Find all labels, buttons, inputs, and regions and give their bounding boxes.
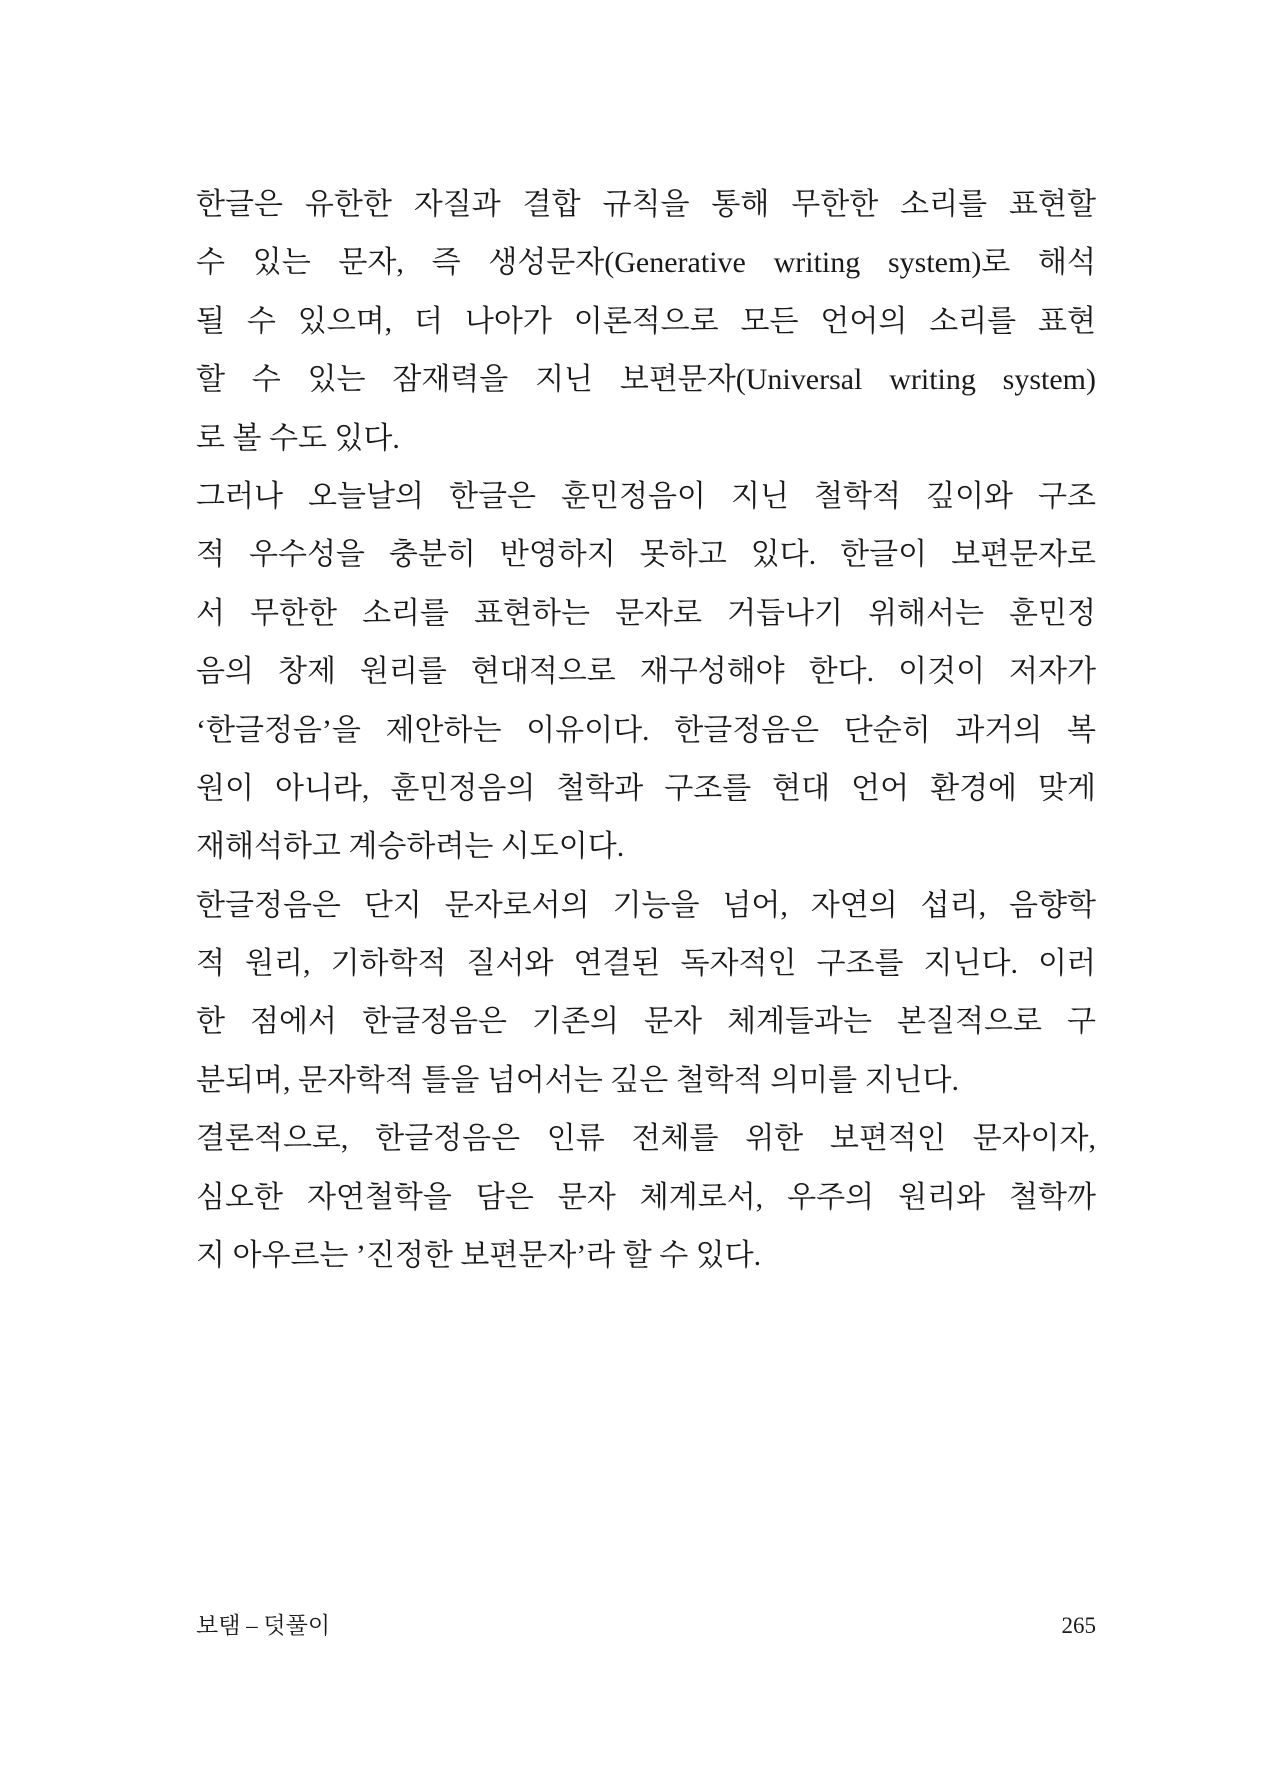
text-line: 될 수 있으며, 더 나아가 이론적으로 모든 언어의 소리를 표현 <box>196 304 1096 338</box>
text-line: 재해석하고 계승하려는 시도이다. <box>196 830 625 864</box>
paragraph-1 <box>196 176 1096 468</box>
text-line: 원이 아니라, 훈민정음의 철학과 구조를 현대 언어 환경에 맞게 <box>196 771 1096 805</box>
text-line: 한 점에서 한글정음은 기존의 문자 체계들과는 본질적으로 구 <box>196 1005 1096 1039</box>
paragraph-4 <box>196 1110 1096 1285</box>
text-line: ‘한글정음’을 제안하는 이유이다. 한글정음은 단순히 과거의 복 <box>196 713 1096 747</box>
page-number: 265 <box>1061 1613 1096 1638</box>
text-line: 적 우수성을 충분히 반영하지 못하고 있다. 한글이 보편문자로 <box>196 538 1096 572</box>
text-line: 수 있는 문자, 즉 생성문자(Generative writing system)로 해석 <box>196 246 1096 280</box>
text-line: 로 볼 수도 있다. <box>196 421 400 455</box>
text-line: 심오한 자연철학을 담은 문자 체계로서, 우주의 원리와 철학까 <box>196 1180 1096 1214</box>
text-line: 음의 창제 원리를 현대적으로 재구성해야 한다. 이것이 저자가 <box>196 655 1096 689</box>
text-line: 결론적으로, 한글정음은 인류 전체를 위한 보편적인 문자이자, <box>196 1122 1096 1156</box>
text-line: 지 아우르는 ’진정한 보편문자’라 할 수 있다. <box>196 1239 762 1273</box>
paragraph-2 <box>196 468 1096 877</box>
text-line: 서 무한한 소리를 표현하는 문자로 거듭나기 위해서는 훈민정 <box>196 596 1096 630</box>
body-text <box>196 176 1096 1285</box>
text-line: 분되며, 문자학적 틀을 넘어서는 깊은 철학적 의미를 지닌다. <box>196 1063 960 1097</box>
page-footer <box>196 1610 1096 1642</box>
text-line: 적 원리, 기하학적 질서와 연결된 독자적인 구조를 지닌다. 이러 <box>196 947 1096 981</box>
text-line: 한글정음은 단지 문자로서의 기능을 넘어, 자연의 섭리, 음향학 <box>196 888 1096 922</box>
text-line: 할 수 있는 잠재력을 지닌 보편문자(Universal writing system) <box>196 363 1096 397</box>
paragraph-3 <box>196 877 1096 1111</box>
text-line: 한글은 유한한 자질과 결합 규칙을 통해 무한한 소리를 표현할 <box>196 188 1096 221</box>
text-line: 그러나 오늘날의 한글은 훈민정음이 지닌 철학적 깊이와 구조 <box>196 479 1096 513</box>
running-head: 보탬 – 덧풀이 <box>196 1613 331 1638</box>
